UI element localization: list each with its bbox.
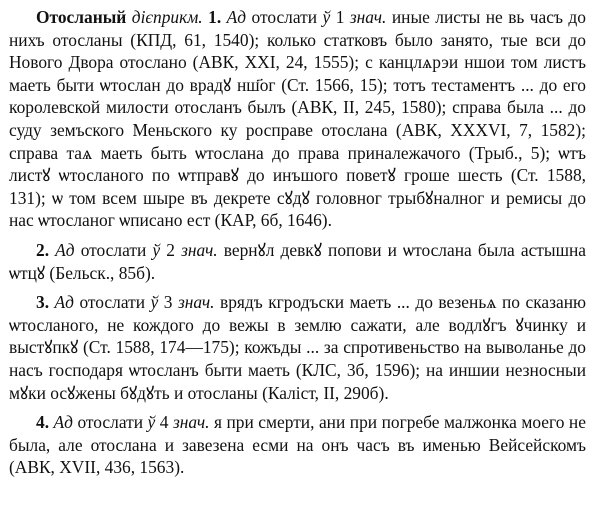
part-of-speech: дієприкм. bbox=[131, 7, 203, 27]
ref-verb: Ад bbox=[53, 412, 73, 433]
ref-word: отослати bbox=[80, 239, 147, 260]
ref-znach: знач. bbox=[349, 7, 387, 27]
sense-number: 4. bbox=[36, 412, 50, 433]
headword: Отосланый bbox=[36, 7, 127, 27]
entry-sense-3 bbox=[9, 291, 586, 404]
ref-word: отослати bbox=[251, 7, 318, 27]
sense-number: 2. bbox=[36, 239, 50, 260]
sense-text: врядъ кгродъски маеть ... до везеньѧ по сказаню ѡтосланого, не кождого до вежы в землю сажати, але водлꙋгъ ꙋчинку и выстꙋпкꙋ (Ст. 1588, 174—175); кожъды ... за спротивеньство на выволанье до насъ господаря ѡтосланъ быти маеть (КЛС, 3б, 1596); на иншии незносныи мꙋки осꙋжены бꙋдꙋть и отосланы (Каліст, II, 290б). bbox=[9, 292, 587, 403]
ref-num: 3 bbox=[163, 292, 173, 313]
sense-number: 1. bbox=[208, 7, 222, 27]
ref-pron: ў bbox=[322, 7, 331, 27]
sense-text: я при смерти, ани при погребе малжонка моего не была, але отослана и завезена есми на онъ часъ въ именью Вейсейскомъ (АВК, XVII, 436, 1563). bbox=[9, 412, 586, 478]
sense-text: иные листы не вь часъ до нихъ отосланы (КПД, 61, 1540); колько статковъ было занято, тые вси до Нового Двора отослано (АВК, XXI, 24, 1555); с канцлѧрэи ншои том листъ маеть быти ѡтослан до врадꙋ нш҃ог (Ст. 1566, 15); тотъ тестаментъ ... до его королевской милости отосланъ былъ (АВК, II, 245, 1580); справа была ... до суду земъского Меньского ку росправе отослана (АВК, XXXVI, 7, 1582); справа таѧ маеть быть ѡтослана до права приналежачого (Трыб., 5); ѡтъ листꙋ ѡтосланого по ѡтправꙋ до инъшого поветꙋ гроше шесть (Ст. 1588, 131); ѡ том всем шыре въ декрете сꙋдꙋ головног трыбꙋналног и ремисы до нас ѡтосланог ѡписано ест (КАР, 6б, 1646). bbox=[9, 7, 586, 231]
ref-num: 1 bbox=[335, 7, 345, 27]
sense-text: вернꙋл девкꙋ попови и ѡтослана была астышна ѡтцꙋ (Бельск., 85б). bbox=[9, 239, 587, 283]
entry-sense-4 bbox=[9, 411, 586, 479]
ref-znach: знач. bbox=[172, 412, 210, 433]
ref-verb: Ад bbox=[55, 239, 75, 260]
ref-num: 4 bbox=[159, 412, 169, 433]
entry-sense-2 bbox=[9, 239, 586, 284]
ref-pron: ў bbox=[152, 239, 161, 260]
ref-num: 2 bbox=[166, 239, 175, 260]
ref-verb: Ад bbox=[226, 7, 247, 27]
ref-pron: ў bbox=[150, 292, 159, 313]
entry-sense-1 bbox=[9, 6, 586, 232]
sense-number: 3. bbox=[36, 292, 50, 313]
ref-pron: ў bbox=[147, 412, 156, 433]
ref-word: отослати bbox=[77, 412, 144, 433]
ref-znach: знач. bbox=[177, 292, 215, 313]
ref-verb: Ад bbox=[54, 292, 74, 313]
ref-znach: знач. bbox=[181, 239, 218, 260]
ref-word: отослати bbox=[79, 292, 146, 313]
